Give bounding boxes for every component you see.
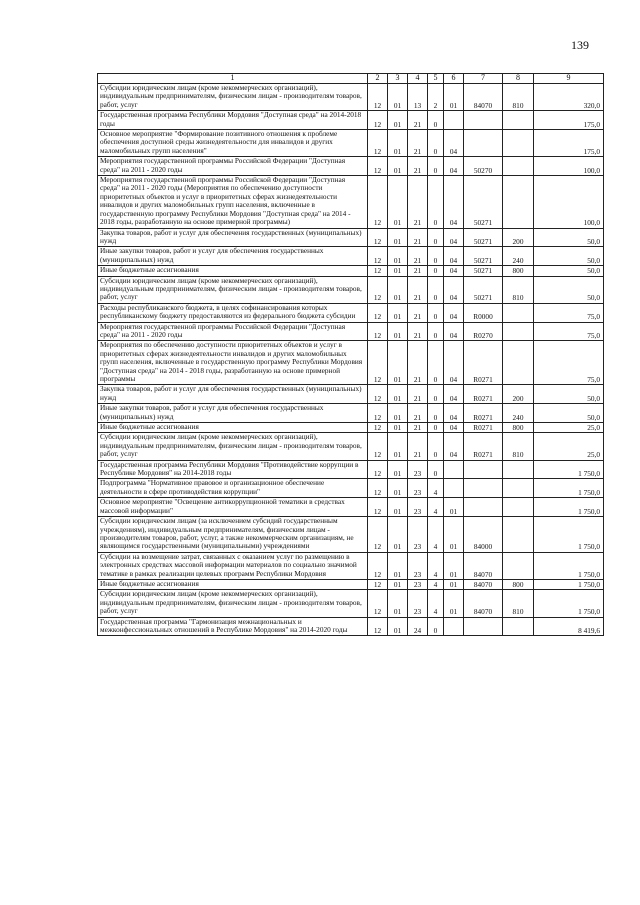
- code-cell: 04: [444, 341, 464, 385]
- table-row: [98, 404, 604, 423]
- table-row: [98, 423, 604, 433]
- table-row: [98, 303, 604, 322]
- code-cell: 21: [408, 247, 428, 266]
- table-row: [98, 84, 604, 111]
- code-cell: [444, 479, 464, 498]
- code-cell: 12: [368, 228, 388, 247]
- code-cell: 12: [368, 130, 388, 157]
- code-cell: 04: [444, 404, 464, 423]
- code-cell: 21: [408, 176, 428, 228]
- table-row: [98, 479, 604, 498]
- code-cell: 0: [428, 228, 444, 247]
- code-cell: 4: [428, 590, 444, 617]
- code-cell: 12: [368, 266, 388, 276]
- code-cell: 01: [388, 479, 408, 498]
- code-cell: 12: [368, 460, 388, 479]
- code-cell: 04: [444, 157, 464, 176]
- code-cell: 01: [388, 84, 408, 111]
- code-cell: 13: [408, 84, 428, 111]
- table-row: [98, 247, 604, 266]
- code-cell: 0: [428, 157, 444, 176]
- code-cell: 84070: [464, 84, 503, 111]
- code-cell: 50270: [464, 157, 503, 176]
- code-cell: 04: [444, 303, 464, 322]
- amount-cell: 50,0: [534, 276, 604, 303]
- table-row: [98, 460, 604, 479]
- code-cell: [503, 176, 534, 228]
- code-cell: R0000: [464, 303, 503, 322]
- column-header: 8: [503, 74, 534, 84]
- code-cell: 01: [388, 552, 408, 579]
- code-cell: 12: [368, 590, 388, 617]
- code-cell: 50271: [464, 176, 503, 228]
- row-name: Государственная программа Республики Мордовия "Доступная среда" на 2014-2018 годы: [98, 111, 368, 130]
- code-cell: R0271: [464, 433, 503, 460]
- page-number: 139: [571, 38, 589, 52]
- amount-cell: 75,0: [534, 322, 604, 341]
- amount-cell: 100,0: [534, 157, 604, 176]
- code-cell: 0: [428, 617, 444, 636]
- code-cell: 2: [428, 84, 444, 111]
- code-cell: 04: [444, 228, 464, 247]
- code-cell: 01: [388, 276, 408, 303]
- code-cell: 23: [408, 552, 428, 579]
- table-row: [98, 433, 604, 460]
- row-name: Подпрограмма "Нормативное правовое и организационное обеспечение деятельности в сфере противодействия коррупции": [98, 479, 368, 498]
- code-cell: 800: [503, 423, 534, 433]
- table-row: [98, 322, 604, 341]
- code-cell: 12: [368, 111, 388, 130]
- amount-cell: 320,0: [534, 84, 604, 111]
- code-cell: [444, 617, 464, 636]
- code-cell: 0: [428, 322, 444, 341]
- amount-cell: 75,0: [534, 303, 604, 322]
- code-cell: 240: [503, 247, 534, 266]
- row-name: Закупка товаров, работ и услуг для обеспечения государственных (муниципальных) нужд: [98, 228, 368, 247]
- code-cell: 0: [428, 266, 444, 276]
- code-cell: 01: [388, 404, 408, 423]
- code-cell: 12: [368, 498, 388, 517]
- code-cell: 12: [368, 517, 388, 553]
- code-cell: 01: [388, 423, 408, 433]
- code-cell: 01: [388, 460, 408, 479]
- code-cell: 0: [428, 111, 444, 130]
- code-cell: 4: [428, 498, 444, 517]
- code-cell: 21: [408, 157, 428, 176]
- code-cell: 12: [368, 84, 388, 111]
- code-cell: 12: [368, 579, 388, 589]
- code-cell: 810: [503, 276, 534, 303]
- amount-cell: 50,0: [534, 385, 604, 404]
- amount-cell: 50,0: [534, 266, 604, 276]
- code-cell: 240: [503, 404, 534, 423]
- row-name: Субсидии юридическим лицам (кроме некоммерческих организаций), индивидуальным предпринимателям, физическим лицам - производителям товаров, работ, услуг: [98, 84, 368, 111]
- code-cell: 84070: [464, 590, 503, 617]
- code-cell: R0271: [464, 404, 503, 423]
- code-cell: 0: [428, 433, 444, 460]
- code-cell: 4: [428, 552, 444, 579]
- code-cell: 21: [408, 130, 428, 157]
- amount-cell: 8 419,6: [534, 617, 604, 636]
- code-cell: 21: [408, 423, 428, 433]
- code-cell: [503, 498, 534, 517]
- code-cell: 01: [388, 433, 408, 460]
- code-cell: 23: [408, 517, 428, 553]
- code-cell: 23: [408, 460, 428, 479]
- code-cell: 0: [428, 130, 444, 157]
- code-cell: [444, 111, 464, 130]
- column-header: 6: [444, 74, 464, 84]
- row-name: Государственная программа "Гармонизация межнациональных и межконфессиональных отношений в Республике Мордовия" на 2014-2020 годы: [98, 617, 368, 636]
- row-name: Мероприятия государственной программы Российской Федерации "Доступная среда" на 2011 - 2020 годы: [98, 322, 368, 341]
- code-cell: 01: [388, 228, 408, 247]
- row-name: Иные закупки товаров, работ и услуг для обеспечения государственных (муниципальных) нужд: [98, 247, 368, 266]
- code-cell: 01: [388, 341, 408, 385]
- code-cell: 810: [503, 84, 534, 111]
- column-header: 2: [368, 74, 388, 84]
- code-cell: 04: [444, 247, 464, 266]
- code-cell: [503, 130, 534, 157]
- code-cell: R0271: [464, 385, 503, 404]
- code-cell: 04: [444, 130, 464, 157]
- row-name: Субсидии на возмещение затрат, связанных с оказанием услуг по размещению в электронных средствах массовой информации материалов по социально значимой тематике в рамках реализации целевых программ Республики Мордовия: [98, 552, 368, 579]
- amount-cell: 1 750,0: [534, 590, 604, 617]
- code-cell: 01: [444, 498, 464, 517]
- amount-cell: 1 750,0: [534, 579, 604, 589]
- code-cell: 21: [408, 111, 428, 130]
- code-cell: [503, 322, 534, 341]
- row-name: Основное мероприятие "Формирование позитивного отношения к проблеме обеспечения доступной среды жизнедеятельности для инвалидов и других маломобильных групп населения": [98, 130, 368, 157]
- code-cell: 01: [388, 266, 408, 276]
- code-cell: 0: [428, 176, 444, 228]
- code-cell: 04: [444, 322, 464, 341]
- code-cell: [464, 479, 503, 498]
- code-cell: R0271: [464, 423, 503, 433]
- code-cell: [464, 460, 503, 479]
- code-cell: [444, 460, 464, 479]
- column-header: 9: [534, 74, 604, 84]
- amount-cell: 50,0: [534, 404, 604, 423]
- code-cell: 01: [388, 590, 408, 617]
- row-name: Субсидии юридическим лицам (кроме некоммерческих организаций), индивидуальным предпринимателям, физическим лицам - производителям товаров, работ, услуг: [98, 276, 368, 303]
- code-cell: [503, 157, 534, 176]
- column-header: 1: [98, 74, 368, 84]
- code-cell: 84000: [464, 517, 503, 553]
- code-cell: 23: [408, 579, 428, 589]
- code-cell: 12: [368, 433, 388, 460]
- code-cell: 21: [408, 303, 428, 322]
- code-cell: 01: [388, 130, 408, 157]
- table-row: [98, 617, 604, 636]
- code-cell: 4: [428, 479, 444, 498]
- code-cell: 200: [503, 228, 534, 247]
- code-cell: 0: [428, 404, 444, 423]
- amount-cell: 100,0: [534, 176, 604, 228]
- code-cell: 01: [388, 157, 408, 176]
- amount-cell: 50,0: [534, 247, 604, 266]
- code-cell: 04: [444, 176, 464, 228]
- code-cell: 200: [503, 385, 534, 404]
- code-cell: 12: [368, 157, 388, 176]
- code-cell: [503, 552, 534, 579]
- row-name: Мероприятия по обеспечению доступности приоритетных объектов и услуг в приоритетных сферах жизнедеятельности инвалидов и других маломобильных групп населения, включенные в государственную программу Республики Мордовия "Доступная среда" на 2014 - 2018 годы, разработанную на основе примерной программы: [98, 341, 368, 385]
- code-cell: [503, 460, 534, 479]
- table-row: [98, 517, 604, 553]
- code-cell: 01: [388, 498, 408, 517]
- code-cell: 12: [368, 552, 388, 579]
- code-cell: 01: [444, 552, 464, 579]
- code-cell: 01: [444, 84, 464, 111]
- row-name: Государственная программа Республики Мордовия "Противодействие коррупции в Республике Мордовия" на 2014-2018 годы: [98, 460, 368, 479]
- amount-cell: 1 750,0: [534, 460, 604, 479]
- column-header: 7: [464, 74, 503, 84]
- code-cell: 12: [368, 479, 388, 498]
- code-cell: 0: [428, 276, 444, 303]
- code-cell: 21: [408, 266, 428, 276]
- amount-cell: 175,0: [534, 111, 604, 130]
- table-row: [98, 130, 604, 157]
- code-cell: 12: [368, 322, 388, 341]
- code-cell: 04: [444, 423, 464, 433]
- code-cell: 24: [408, 617, 428, 636]
- code-cell: [464, 130, 503, 157]
- table-row: [98, 228, 604, 247]
- amount-cell: 25,0: [534, 423, 604, 433]
- code-cell: 810: [503, 590, 534, 617]
- code-cell: 12: [368, 303, 388, 322]
- code-cell: 23: [408, 479, 428, 498]
- amount-cell: 1 750,0: [534, 552, 604, 579]
- code-cell: 50271: [464, 247, 503, 266]
- code-cell: 4: [428, 517, 444, 553]
- row-name: Иные бюджетные ассигнования: [98, 423, 368, 433]
- code-cell: 01: [444, 517, 464, 553]
- amount-cell: 75,0: [534, 341, 604, 385]
- code-cell: 23: [408, 498, 428, 517]
- code-cell: 800: [503, 266, 534, 276]
- table-row: [98, 266, 604, 276]
- code-cell: 12: [368, 247, 388, 266]
- code-cell: 800: [503, 579, 534, 589]
- code-cell: [503, 517, 534, 553]
- code-cell: 12: [368, 385, 388, 404]
- code-cell: 01: [388, 303, 408, 322]
- code-cell: R0270: [464, 322, 503, 341]
- code-cell: 21: [408, 385, 428, 404]
- column-header: 4: [408, 74, 428, 84]
- table-row: [98, 579, 604, 589]
- table-row: [98, 276, 604, 303]
- code-cell: 21: [408, 433, 428, 460]
- code-cell: 01: [388, 385, 408, 404]
- row-name: Иные закупки товаров, работ и услуг для обеспечения государственных (муниципальных) нужд: [98, 404, 368, 423]
- row-name: Мероприятия государственной программы Российской Федерации "Доступная среда" на 2011 - 2020 годы (Мероприятия по обеспечению доступности приоритетных объектов и услуг в приоритетных сферах жизнедеятельности инвалидов и других маломобильных групп населения, включенные в государственную программу Республики Мордовия "Доступная среда" на 2014 - 2018 годы, разработанную на основе примерной программы): [98, 176, 368, 228]
- code-cell: 0: [428, 423, 444, 433]
- row-name: Субсидии юридическим лицам (за исключением субсидий государственным учреждениям), индивидуальным предпринимателям, физическим лицам - производителям товаров, работ, услуг, а также некоммерческим организациям, не являющимся государственными (муниципальными) учреждениями: [98, 517, 368, 553]
- code-cell: 12: [368, 176, 388, 228]
- code-cell: 01: [388, 176, 408, 228]
- code-cell: 0: [428, 341, 444, 385]
- code-cell: 21: [408, 322, 428, 341]
- code-cell: 01: [388, 617, 408, 636]
- code-cell: 84070: [464, 552, 503, 579]
- code-cell: [464, 111, 503, 130]
- table-row: [98, 157, 604, 176]
- row-name: Закупка товаров, работ и услуг для обеспечения государственных (муниципальных) нужд: [98, 385, 368, 404]
- amount-cell: 175,0: [534, 130, 604, 157]
- code-cell: 4: [428, 579, 444, 589]
- code-cell: [503, 479, 534, 498]
- row-name: Субсидии юридическим лицам (кроме некоммерческих организаций), индивидуальным предпринимателям, физическим лицам - производителям товаров, работ, услуг: [98, 590, 368, 617]
- code-cell: [503, 617, 534, 636]
- row-name: Расходы республиканского бюджета, в целях софинансирования которых республиканскому бюджету предоставляются из федерального бюджета субсидии: [98, 303, 368, 322]
- code-cell: [503, 111, 534, 130]
- budget-table: [97, 73, 604, 636]
- column-header: 5: [428, 74, 444, 84]
- code-cell: [464, 617, 503, 636]
- code-cell: [464, 498, 503, 517]
- table-row: [98, 111, 604, 130]
- table-row: [98, 176, 604, 228]
- code-cell: 21: [408, 276, 428, 303]
- code-cell: 01: [444, 590, 464, 617]
- code-cell: 0: [428, 303, 444, 322]
- code-cell: 0: [428, 460, 444, 479]
- table-row: [98, 341, 604, 385]
- code-cell: 50271: [464, 266, 503, 276]
- code-cell: 84070: [464, 579, 503, 589]
- code-cell: 21: [408, 228, 428, 247]
- amount-cell: 1 750,0: [534, 498, 604, 517]
- code-cell: 01: [388, 247, 408, 266]
- code-cell: 23: [408, 590, 428, 617]
- row-name: Иные бюджетные ассигнования: [98, 579, 368, 589]
- table-row: [98, 498, 604, 517]
- row-name: Мероприятия государственной программы Российской Федерации "Доступная среда" на 2011 - 2020 годы: [98, 157, 368, 176]
- row-name: Основное мероприятие "Освещение антикоррупционной тематики в средствах массовой информации": [98, 498, 368, 517]
- code-cell: 0: [428, 247, 444, 266]
- table-header-row: [98, 74, 604, 84]
- code-cell: 12: [368, 276, 388, 303]
- code-cell: 04: [444, 266, 464, 276]
- column-header: 3: [388, 74, 408, 84]
- code-cell: 50271: [464, 276, 503, 303]
- row-name: Иные бюджетные ассигнования: [98, 266, 368, 276]
- table-row: [98, 552, 604, 579]
- table-row: [98, 590, 604, 617]
- code-cell: [503, 303, 534, 322]
- code-cell: 12: [368, 617, 388, 636]
- code-cell: 12: [368, 341, 388, 385]
- code-cell: 04: [444, 276, 464, 303]
- code-cell: 01: [388, 517, 408, 553]
- table-row: [98, 385, 604, 404]
- code-cell: 01: [388, 111, 408, 130]
- code-cell: 01: [444, 579, 464, 589]
- code-cell: 01: [388, 579, 408, 589]
- code-cell: 810: [503, 433, 534, 460]
- amount-cell: 1 750,0: [534, 517, 604, 553]
- code-cell: 04: [444, 385, 464, 404]
- code-cell: [503, 341, 534, 385]
- code-cell: 12: [368, 423, 388, 433]
- amount-cell: 50,0: [534, 228, 604, 247]
- code-cell: 50271: [464, 228, 503, 247]
- code-cell: 01: [388, 322, 408, 341]
- code-cell: 0: [428, 385, 444, 404]
- code-cell: 21: [408, 341, 428, 385]
- row-name: Субсидии юридическим лицам (кроме некоммерческих организаций), индивидуальным предпринимателям, физическим лицам - производителям товаров, работ, услуг: [98, 433, 368, 460]
- code-cell: 04: [444, 433, 464, 460]
- code-cell: R0271: [464, 341, 503, 385]
- amount-cell: 1 750,0: [534, 479, 604, 498]
- code-cell: 21: [408, 404, 428, 423]
- code-cell: 12: [368, 404, 388, 423]
- amount-cell: 25,0: [534, 433, 604, 460]
